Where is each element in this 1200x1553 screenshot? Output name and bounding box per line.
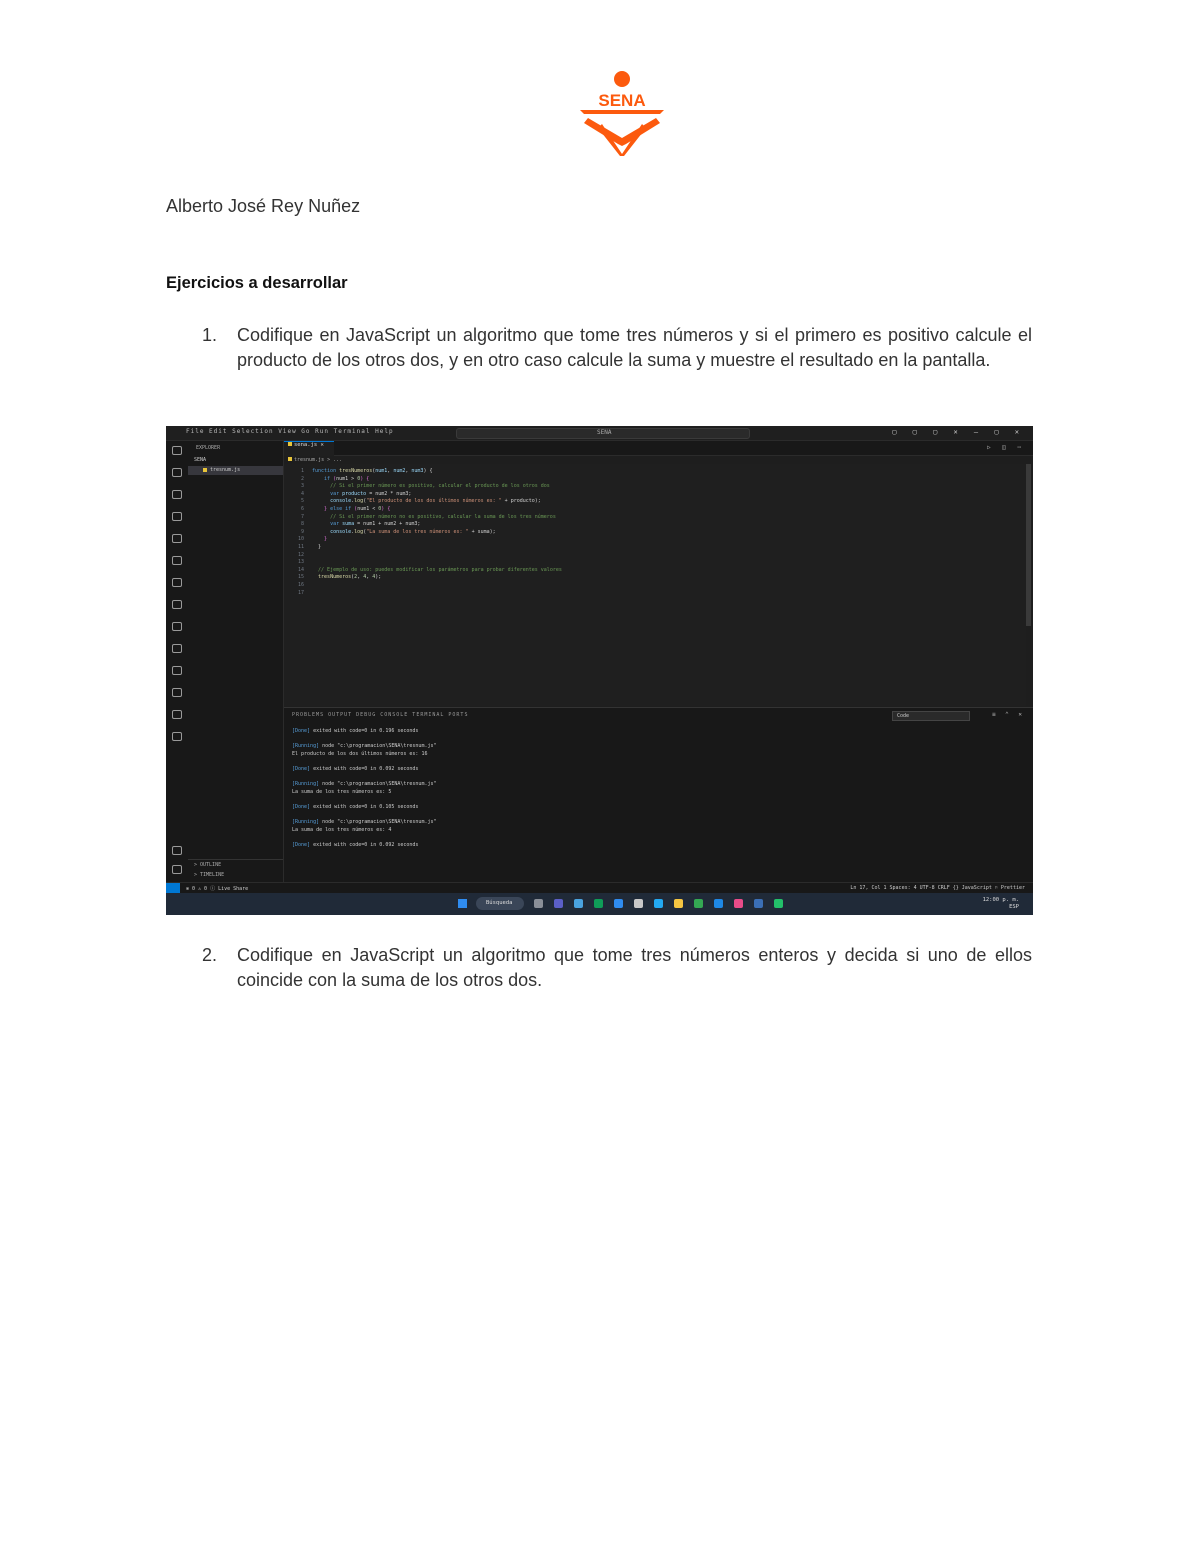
store-icon <box>634 899 643 908</box>
output-line <box>292 736 437 744</box>
extensions-icon <box>172 534 182 543</box>
output-line <box>292 743 437 751</box>
output-tag: [Running] <box>292 819 320 826</box>
monitor-icon <box>172 732 182 741</box>
output-tag: [Done] <box>292 728 311 734</box>
activity-bar <box>166 441 189 882</box>
section-heading: Ejercicios a desarrollar <box>166 274 348 292</box>
output-line <box>292 812 437 820</box>
js-file-icon <box>203 468 207 472</box>
line-number: 13 <box>297 559 304 566</box>
output-line <box>292 834 437 842</box>
output-message: node "c:\programacion\SENA\tresnum.js" <box>319 781 437 788</box>
line-number: 2 <box>300 475 304 482</box>
output-message: exited with code=0 in 0.092 seconds <box>310 765 419 772</box>
exercise-1 <box>166 323 1032 373</box>
live-share-icon <box>172 644 182 653</box>
line-number: 17 <box>297 589 304 596</box>
output-line <box>292 766 437 774</box>
line-numbers <box>284 468 304 597</box>
line-number: 5 <box>300 498 304 505</box>
app-icon <box>714 899 723 908</box>
outline-section: > OUTLINE <box>194 862 222 868</box>
output-message: node "c:\programacion\SENA\tresnum.js" <box>319 819 437 826</box>
tray-time: 12:00 p. m. <box>982 897 1019 903</box>
author-name: Alberto José Rey Nuñez <box>166 196 361 216</box>
output-channel-select[interactable] <box>892 711 970 721</box>
window-controls: ▢ ▢ ▢ ✕ — ▢ ✕ <box>892 428 1025 436</box>
output-message: node "c:\programacion\SENA\tresnum.js" <box>319 743 437 750</box>
drive-icon <box>594 899 603 908</box>
tab-label: sena.js <box>294 442 318 448</box>
output-tag: [Running] <box>292 743 320 750</box>
account-icon <box>172 846 182 855</box>
vscode-icon <box>654 899 663 908</box>
panel-actions: ≡ ⌃ ✕ <box>991 711 1025 718</box>
output-line <box>292 842 437 850</box>
app-icon <box>734 899 743 908</box>
taskbar-search <box>476 897 524 910</box>
output-message: exited with code=0 in 0.105 seconds <box>310 803 419 810</box>
app-icon <box>754 899 763 908</box>
title-bar <box>166 426 1033 441</box>
globe-icon <box>172 710 182 719</box>
output-line <box>292 751 437 759</box>
line-number: 9 <box>300 528 304 535</box>
editor-actions: ▷ ◫ ⋯ <box>986 444 1025 451</box>
exercise-text: Codifique en JavaScript un algoritmo que tome tres números enteros y decida si uno de ellos coincide con la suma de los otros dos. <box>237 945 1032 990</box>
status-left: ⊗ 0 ⚠ 0 ⓘ Live Share <box>186 886 249 892</box>
output-line <box>292 827 437 835</box>
js-file-icon <box>288 457 292 461</box>
status-bar <box>166 882 1033 893</box>
line-number: 8 <box>300 521 304 528</box>
tray-lang: ESP <box>1009 904 1019 910</box>
chrome-icon <box>694 899 703 908</box>
gear-icon <box>172 865 182 874</box>
testing-icon <box>172 556 182 565</box>
file-item <box>188 466 283 475</box>
line-number: 6 <box>300 505 304 512</box>
sena-logo <box>578 70 666 156</box>
breadcrumb <box>288 457 342 463</box>
code-content: function tresNumeros(num1, num2, num3) { if (num1 > 0) { // Si el primer número es positivo, calcular el producto de los otros dos var producto = num2 * num3; console.log("El producto de los dos últimos números es: " + producto); } else if (num1 < 0) { // Si el primer número no es positivo, calcular la suma de los tres números var suma = num1 + num2 + num3; console.log("La suma de los tres números es: " + suma); } } // Ejemplo de uso: puedes modificar los parámetros para probar diferentes valores tresNumeros(2, 4, 4); <box>312 468 562 581</box>
remote-icon <box>172 578 182 587</box>
task-view-icon <box>534 899 543 908</box>
system-tray <box>983 897 1019 911</box>
output-line <box>292 796 437 804</box>
divider <box>188 859 283 860</box>
line-number: 14 <box>297 566 304 573</box>
edge-icon <box>574 899 583 908</box>
menu-bar: File Edit Selection View Go Run Terminal Help <box>186 428 394 435</box>
output-line <box>292 804 437 812</box>
teams-icon <box>554 899 563 908</box>
breadcrumb-text: tresnum.js > ... <box>294 457 343 463</box>
line-number: 7 <box>300 513 304 520</box>
remote-indicator[interactable] <box>166 883 180 893</box>
output-line <box>292 758 437 766</box>
line-number: 11 <box>297 543 304 550</box>
output-tag: [Done] <box>292 841 311 848</box>
tab-file: sena.js ✕ <box>284 441 334 456</box>
windows-taskbar <box>166 893 1033 915</box>
run-debug-icon <box>172 512 182 521</box>
panel-tabs: PROBLEMS OUTPUT DEBUG CONSOLE TERMINAL PORTS <box>292 712 469 718</box>
file-name: tresnum.js <box>210 467 241 473</box>
line-number: 3 <box>300 483 304 490</box>
exercise-number: 1. <box>202 325 218 345</box>
status-right: Ln 17, Col 1 Spaces: 4 UTF-8 CRLF {} JavaScript ⚐ Prettier <box>850 885 1025 891</box>
timeline-section: > TIMELINE <box>194 872 225 878</box>
taskbar-search-text: Búsqueda <box>486 900 513 906</box>
output-text <box>292 728 437 850</box>
output-line <box>292 774 437 782</box>
output-panel <box>284 707 1033 883</box>
flag-icon <box>172 622 182 631</box>
vscode-screenshot <box>166 426 1033 915</box>
output-tag: [Running] <box>292 781 320 788</box>
search-text: SENA <box>597 429 612 436</box>
database-icon <box>172 600 182 609</box>
explorer-icon <box>172 446 182 455</box>
output-message: La suma de los tres números es: 5 <box>292 788 392 795</box>
js-file-icon <box>288 442 292 446</box>
command-center-search <box>456 428 750 439</box>
svg-text:SENA: SENA <box>598 91 646 110</box>
code-editor <box>284 464 1026 706</box>
line-number: 10 <box>297 536 304 543</box>
select-value: Code <box>897 713 910 719</box>
output-line <box>292 789 437 797</box>
windows-start-icon <box>458 899 467 908</box>
play-icon <box>774 899 783 908</box>
source-control-icon <box>172 490 182 499</box>
output-message: La suma de los tres números es: 4 <box>292 826 392 833</box>
explorer-sidebar <box>188 441 284 882</box>
mail-icon <box>614 899 623 908</box>
output-tag: [Done] <box>292 803 311 810</box>
output-tag: [Done] <box>292 765 311 772</box>
line-number: 12 <box>297 551 304 558</box>
output-message: exited with code=0 in 0.092 seconds <box>310 841 419 848</box>
output-line <box>292 781 437 789</box>
editor-tabs <box>284 441 1033 456</box>
exercise-number: 2. <box>202 945 218 965</box>
output-message: exited with code=0 in 0.196 seconds <box>310 728 419 734</box>
folder-name: SENA <box>194 457 207 463</box>
docker-icon <box>172 666 182 675</box>
editor-scrollbar[interactable] <box>1026 464 1031 626</box>
output-message: El producto de los dos últimos números es: 16 <box>292 750 428 757</box>
explorer-title: EXPLORER <box>196 445 221 451</box>
line-number: 16 <box>297 581 304 588</box>
output-line <box>292 819 437 827</box>
refresh-icon <box>172 688 182 697</box>
line-number: 1 <box>300 468 304 474</box>
exercise-text: Codifique en JavaScript un algoritmo que tome tres números y si el primero es positivo calcule el producto de los otros dos, y en otro caso calcule la suma y muestre el resultado en la pantalla. <box>237 325 1032 370</box>
search-icon <box>172 468 182 477</box>
output-line <box>292 728 437 736</box>
exercise-2 <box>166 943 1032 993</box>
folder-icon <box>674 899 683 908</box>
line-number: 15 <box>297 574 304 581</box>
line-number: 4 <box>300 490 304 497</box>
